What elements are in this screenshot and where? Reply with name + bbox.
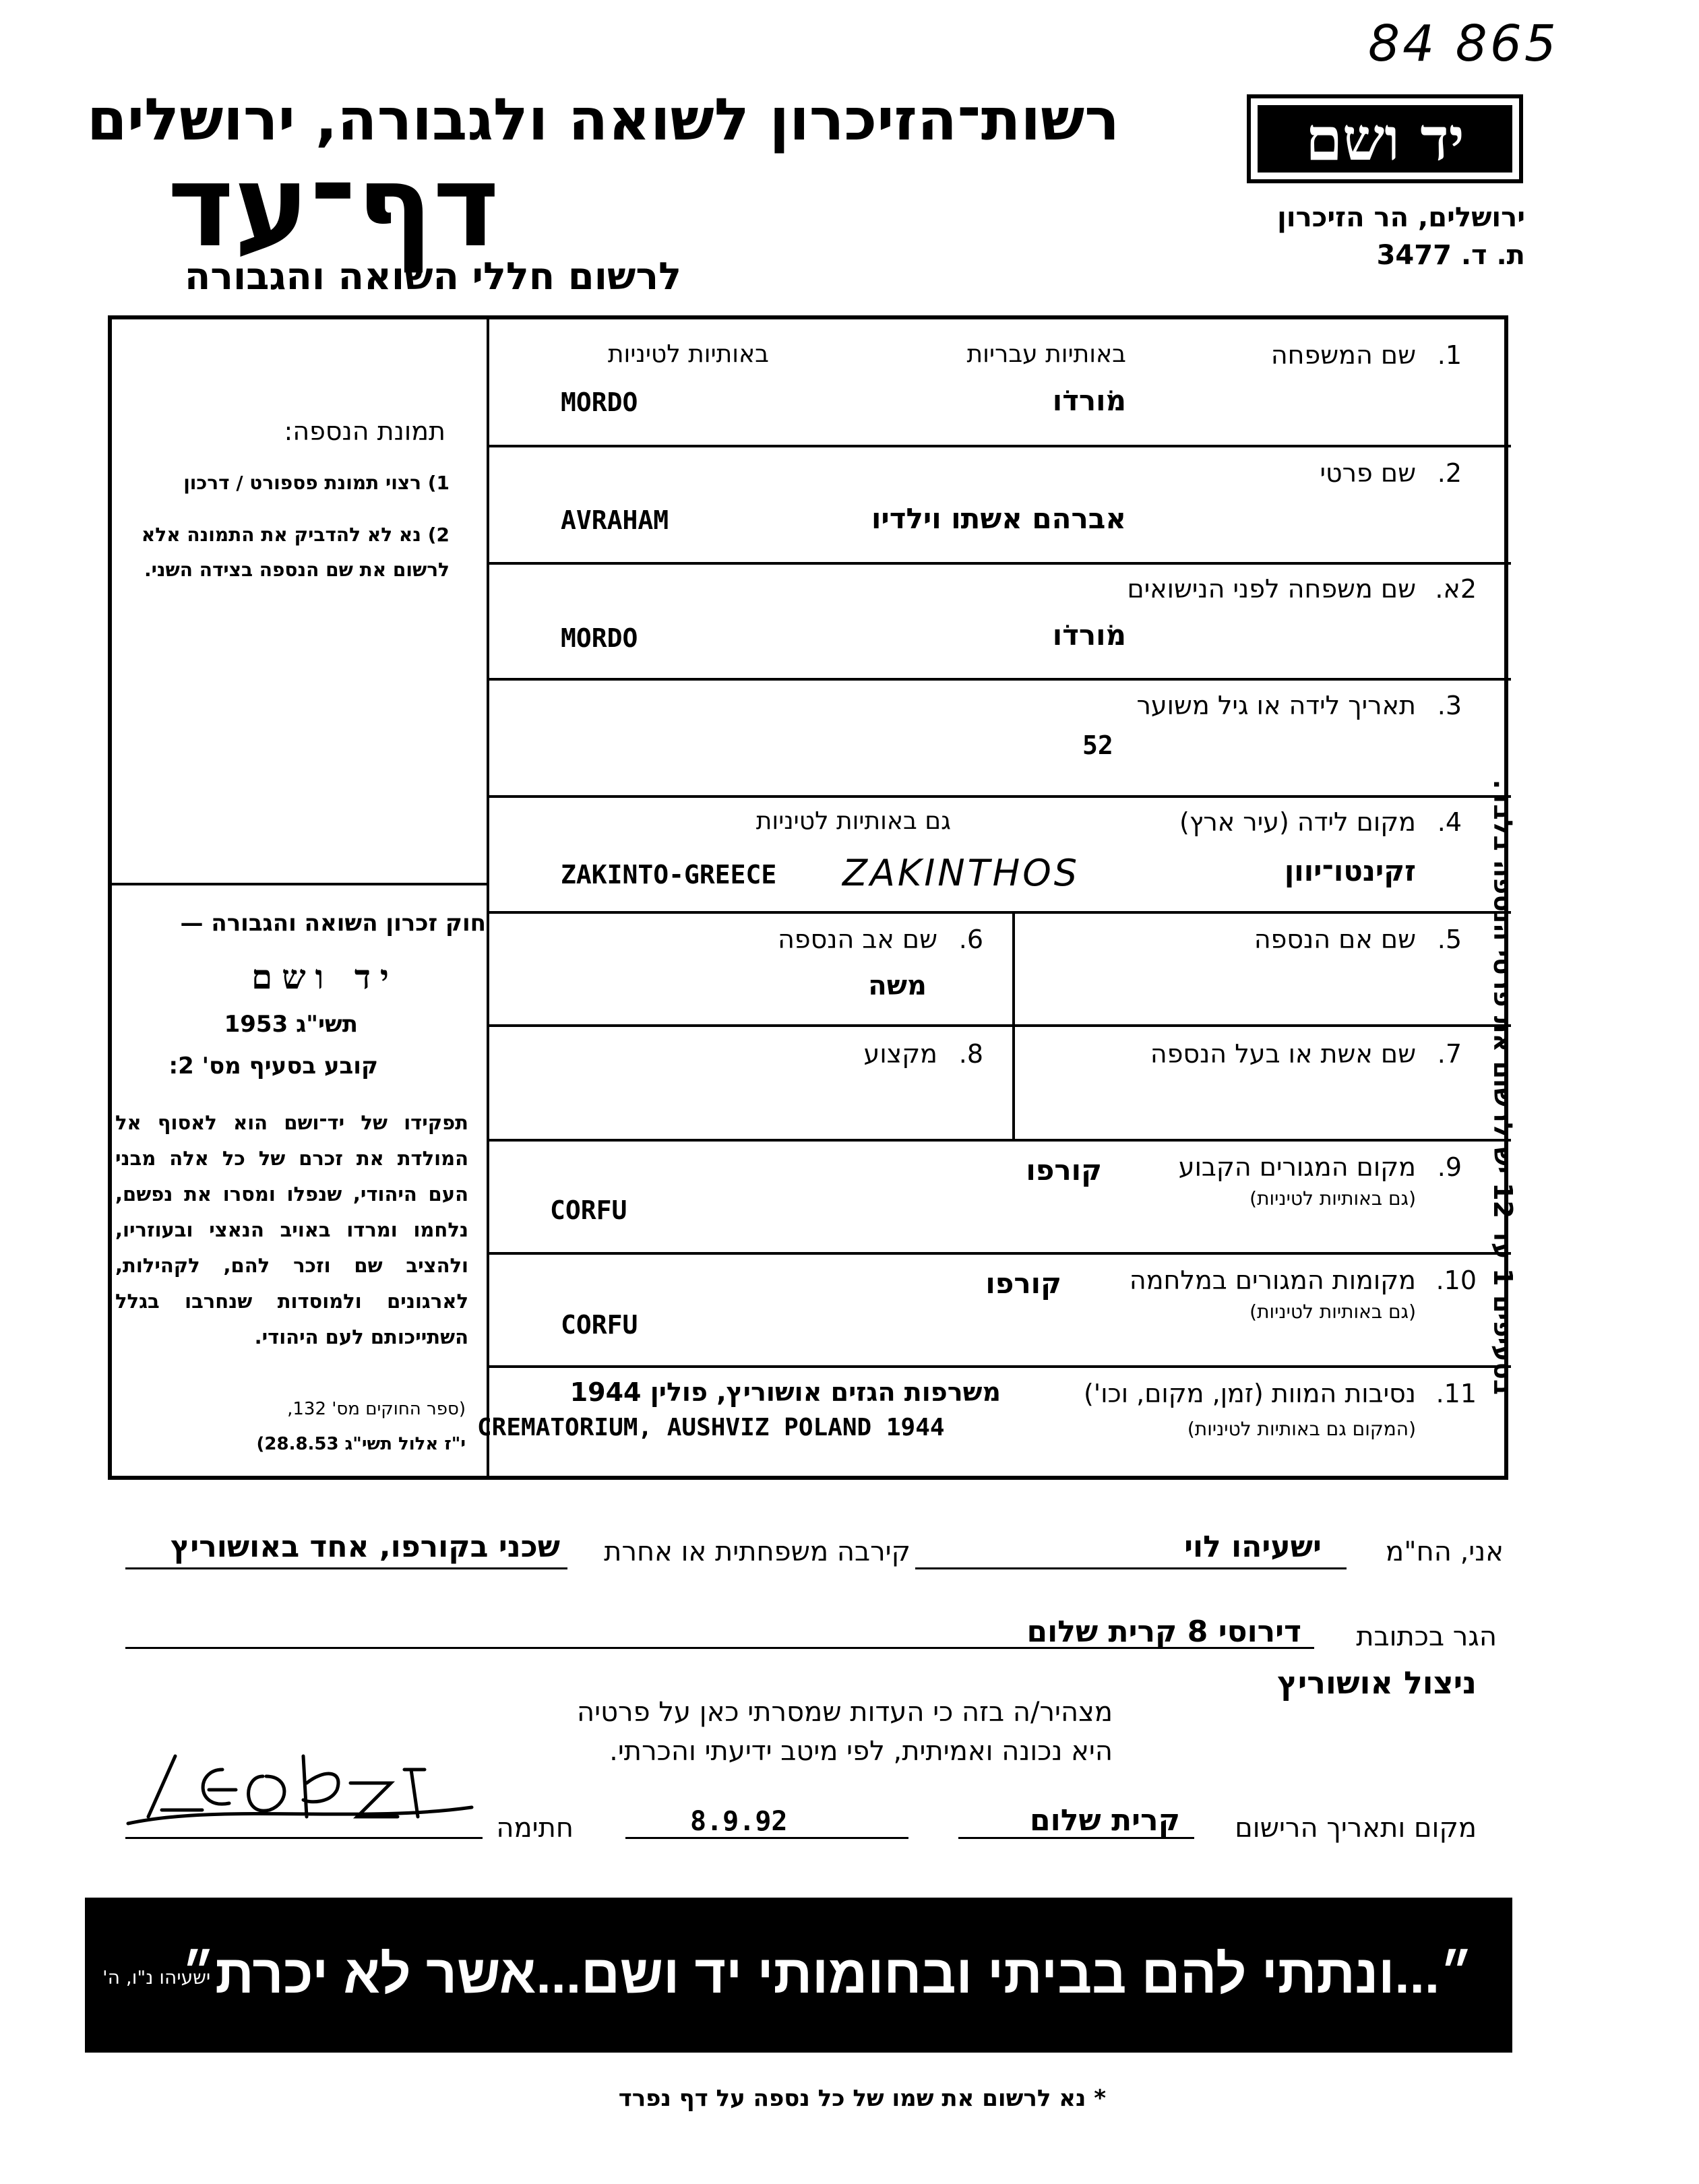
field-1-label: שם המשפחה [1270,340,1416,370]
row-divider-2 [487,562,1511,565]
signature-underline [125,1837,483,1839]
footnote: * נא לרשום את שמו של כל נספה על דף נפרד [618,2085,1106,2112]
field-5-label: שם אם הנספה [1254,925,1416,954]
place-underline [958,1837,1194,1839]
address-underline [125,1647,1314,1649]
left-column-divider [487,318,489,1477]
field-4-label: מקום לידה (עיר ארץ) [1179,807,1416,837]
field-3-value: 52 [1082,730,1113,760]
field-2-label: שם פרטי [1320,458,1416,488]
declaration-address-value: דירוסי 8 קרית שלום [1026,1615,1301,1649]
field-3-label: תאריך לידה או גיל משוער [1136,691,1416,720]
field-4-latin-header: גם באותיות לטיניות [755,807,951,835]
declaration-address-label: הגר בכתובת [1356,1621,1497,1652]
declaration-date-value: 8.9.92 [690,1806,788,1837]
field-8-number: .8 [958,1039,983,1069]
field-1-latin-header: באותיות לטיניות [607,340,769,368]
declaration-declarant: ישעיהו לוי [1184,1530,1322,1564]
relation-underline [125,1567,567,1569]
photo-panel-title: תמונת הנספה: [284,416,445,446]
row-divider-8 [487,1252,1511,1255]
banner-source: ישעיהו נ"ו, ה' [102,1966,211,1989]
declaration-signature-label: חתימה [496,1813,574,1844]
field-7-number: .7 [1437,1039,1462,1069]
field-6-label: שם אב הנספה [778,925,937,954]
field-2a-number: 2א. [1435,574,1477,604]
field-7-label: שם אשת או בעל הנספה [1150,1039,1416,1069]
form-title: דף־עד [167,140,499,272]
field-2a-latin-value: MORDO [561,623,638,653]
field-8-label: מקצוע [863,1039,937,1069]
field-10-label: מקומות המגורים במלחמה [1129,1266,1416,1295]
field-2-number: .2 [1437,458,1462,488]
law-panel-clause: קובע בסעיף מס' 2: [168,1053,378,1080]
quote-banner [85,1898,1512,2053]
row-divider-9 [487,1365,1511,1368]
field-10-number: .10 [1435,1266,1477,1295]
field-11-sub: (המקום גם באותיות לטיניות) [1187,1418,1416,1440]
field-3-number: .3 [1437,691,1462,720]
field-6-value: משה [868,970,927,1001]
row-divider-6 [487,1024,1511,1027]
authority-title: רשות־הזיכרון לשואה ולגבורה, ירושלים [86,86,1119,154]
row-divider-5 [487,911,1511,914]
field-1-latin-value: MORDO [561,387,638,417]
field-10-sub: (גם באותיות לטיניות) [1249,1301,1416,1323]
field-2-hebrew-value: אברהם אשתו וילדיו [871,502,1126,535]
address-line-2: ת. ד. 3477 [1376,240,1525,271]
field-1-hebrew-header: באותיות עבריות [966,340,1126,368]
law-panel-divider [108,883,489,885]
photo-panel-item-1: 1) רצוי תמונת פספורט / דרכון [183,472,450,494]
law-panel-body: תפקידו של יד־ושם הוא לאסוף אל המולדת את זכרם של כל אלה מבני העם היהודי, שנפלו ומסרו את נפשם, נלחמו ומרדו באויב הנאצי ובעוזריו, ולהציב שם וזכר להם, לקהילות, לארגונים ולמוסדות שנחרבו בגלל השתייכותם לעם היהודי. [115,1111,468,1348]
row-divider-4 [487,795,1511,798]
field-4-number: .4 [1437,807,1462,837]
declaration-relation-label: קירבה משפחתית או אחרת [604,1536,910,1567]
field-6-number: .6 [958,925,983,954]
row-divider-1 [487,445,1511,447]
declarant-underline [915,1567,1347,1569]
field-11-number: .11 [1435,1379,1477,1408]
form-subtitle: לרשום חללי השואה והגבורה [184,255,681,299]
field-11-latin-value: CREMATORIUM, AUSHVIZ POLAND 1944 [477,1414,945,1441]
field-9-label: מקום המגורים הקבוע [1178,1152,1416,1182]
declaration-note: ניצול אושוריץ [1277,1664,1477,1701]
field-11-label: נסיבות המוות (זמן, מקום, וכו') [1083,1379,1416,1408]
field-1-number: .1 [1437,340,1462,370]
field-4-latin-value: ZAKINTO-GREECE [561,860,777,890]
declaration-statement-1: מצהיר/ה בזה כי העדות שמסרתי כאן על פרטיה [577,1697,1113,1728]
field-9-hebrew-value: קורפו [1026,1154,1102,1187]
field-2a-hebrew-value: מׂורדׂו [1052,619,1126,652]
field-5-6-divider [1012,911,1015,1139]
field-4-hebrew-value: זקינטו־יוון [1284,854,1416,887]
banner-quote: ״...ונתתי להם בביתי ובחומותי יד ושם...אשר לא יכרת״ [181,1944,1473,2004]
side-note: בסעיפים 1 עד 12 יש לרשום את פרטי הנספה בלבד. [1488,779,1518,1395]
law-panel-year: תשי"ג 1953 [224,1011,358,1038]
declaration-place-date-label: מקום ותאריך הרישום [1235,1813,1477,1844]
field-5-number: .5 [1437,925,1462,954]
field-4-handwritten-value: ZAKINTHOS [842,852,1080,894]
field-10-hebrew-value: קורפו [985,1267,1061,1300]
declaration-relation-value: שכני בקורפו, אחד באושוריץ [171,1530,560,1564]
law-panel-source-1: (ספר החוקים מס' 132, [287,1399,466,1419]
law-panel-source-2: י"ז אלול תשי"ג 28.8.53) [256,1434,466,1454]
photo-panel-item-2: 2) נא לא להדביק את התמונה אלא לרשום את שם הנספה בצידה השני. [141,524,450,581]
date-underline [625,1837,908,1839]
field-2-latin-value: AVRAHAM [561,505,669,535]
yad-vashem-logo: יד ושם [1247,94,1523,183]
declaration-i-am: אני, הח"מ [1386,1536,1504,1567]
declaration-statement-2: היא נכונה ואמיתית, לפי מיטב ידיעתי והכרתי. [609,1736,1113,1767]
field-1-hebrew-value: מׂורדׂו [1052,384,1126,417]
law-panel-name: יד ושם [251,957,398,997]
signature [121,1743,478,1837]
field-9-latin-value: CORFU [550,1195,627,1225]
field-9-number: .9 [1437,1152,1462,1182]
address-line-1: ירושלים, הר הזיכרון [1277,202,1525,233]
declaration-place-value: קרית שלום [1030,1803,1180,1838]
row-divider-3 [487,678,1511,681]
field-10-latin-value: CORFU [561,1310,638,1340]
field-11-hebrew-value: משרפות הגזים אושוריץ, פולין 1944 [569,1377,1001,1407]
field-9-sub: (גם באותיות לטיניות) [1249,1187,1416,1210]
document-number: 84 865 [1368,15,1559,73]
law-panel-heading: חוק זכרון השואה והגבורה — [180,910,486,937]
row-divider-7 [487,1139,1511,1142]
field-2a-label: שם משפחה לפני הנישואים [1127,574,1416,604]
